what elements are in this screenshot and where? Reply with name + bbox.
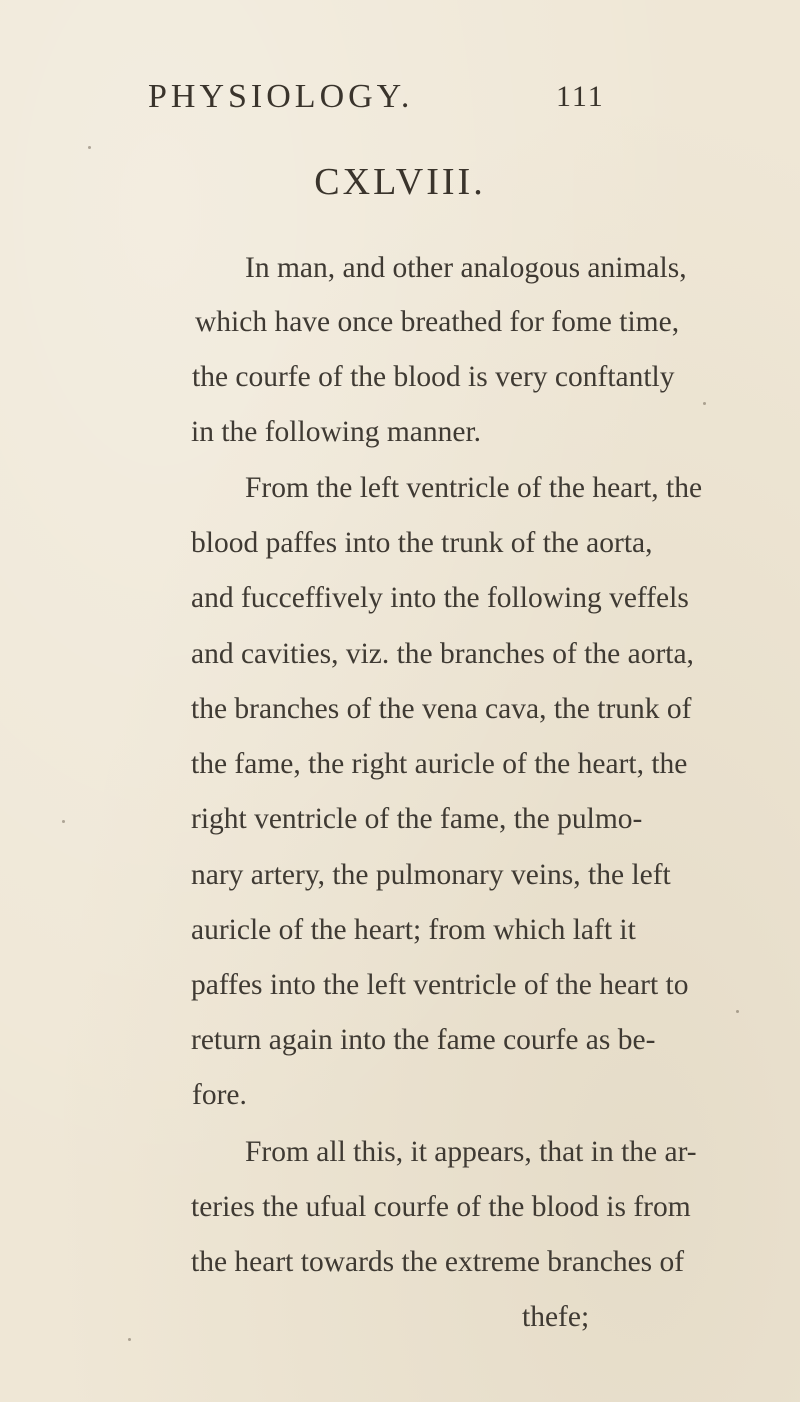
text-line: teries the ufual courfe of the blood is from <box>191 1191 691 1223</box>
catchword: thefe; <box>522 1301 590 1333</box>
paper-speck <box>736 1010 739 1013</box>
text-line: the fame, the right auricle of the heart, the <box>191 748 688 780</box>
text-line: From all this, it appears, that in the ar- <box>245 1136 697 1168</box>
text-line: which have once breathed for fome time, <box>195 306 680 338</box>
section-number: CXLVIII. <box>314 161 486 203</box>
text-line: and fucceffively into the following veffels <box>191 582 689 614</box>
running-head-title: PHYSIOLOGY. <box>148 78 414 115</box>
text-line: From the left ventricle of the heart, the <box>245 472 703 504</box>
paper-speck <box>88 146 91 149</box>
text-line: and cavities, viz. the branches of the aorta, <box>191 638 694 670</box>
text-line: In man, and other analogous animals, <box>245 252 687 284</box>
text-line: the courfe of the blood is very conftantly <box>192 361 675 393</box>
text-line: blood paffes into the trunk of the aorta, <box>191 527 653 559</box>
paper-speck <box>62 820 65 823</box>
text-line: in the following manner. <box>191 416 482 448</box>
text-line: auricle of the heart; from which laft it <box>191 914 636 946</box>
text-line: the branches of the vena cava, the trunk of <box>191 693 692 725</box>
paper-speck <box>703 402 706 405</box>
text-line: paffes into the left ventricle of the heart to <box>191 969 689 1001</box>
text-line: return again into the fame courfe as be- <box>191 1024 656 1056</box>
page-number: 111 <box>556 80 605 113</box>
text-line: the heart towards the extreme branches of <box>191 1246 685 1278</box>
text-line: nary artery, the pulmonary veins, the left <box>191 859 671 891</box>
text-line: right ventricle of the fame, the pulmo- <box>191 803 643 835</box>
text-line: fore. <box>192 1079 247 1111</box>
paper-speck <box>128 1338 131 1341</box>
